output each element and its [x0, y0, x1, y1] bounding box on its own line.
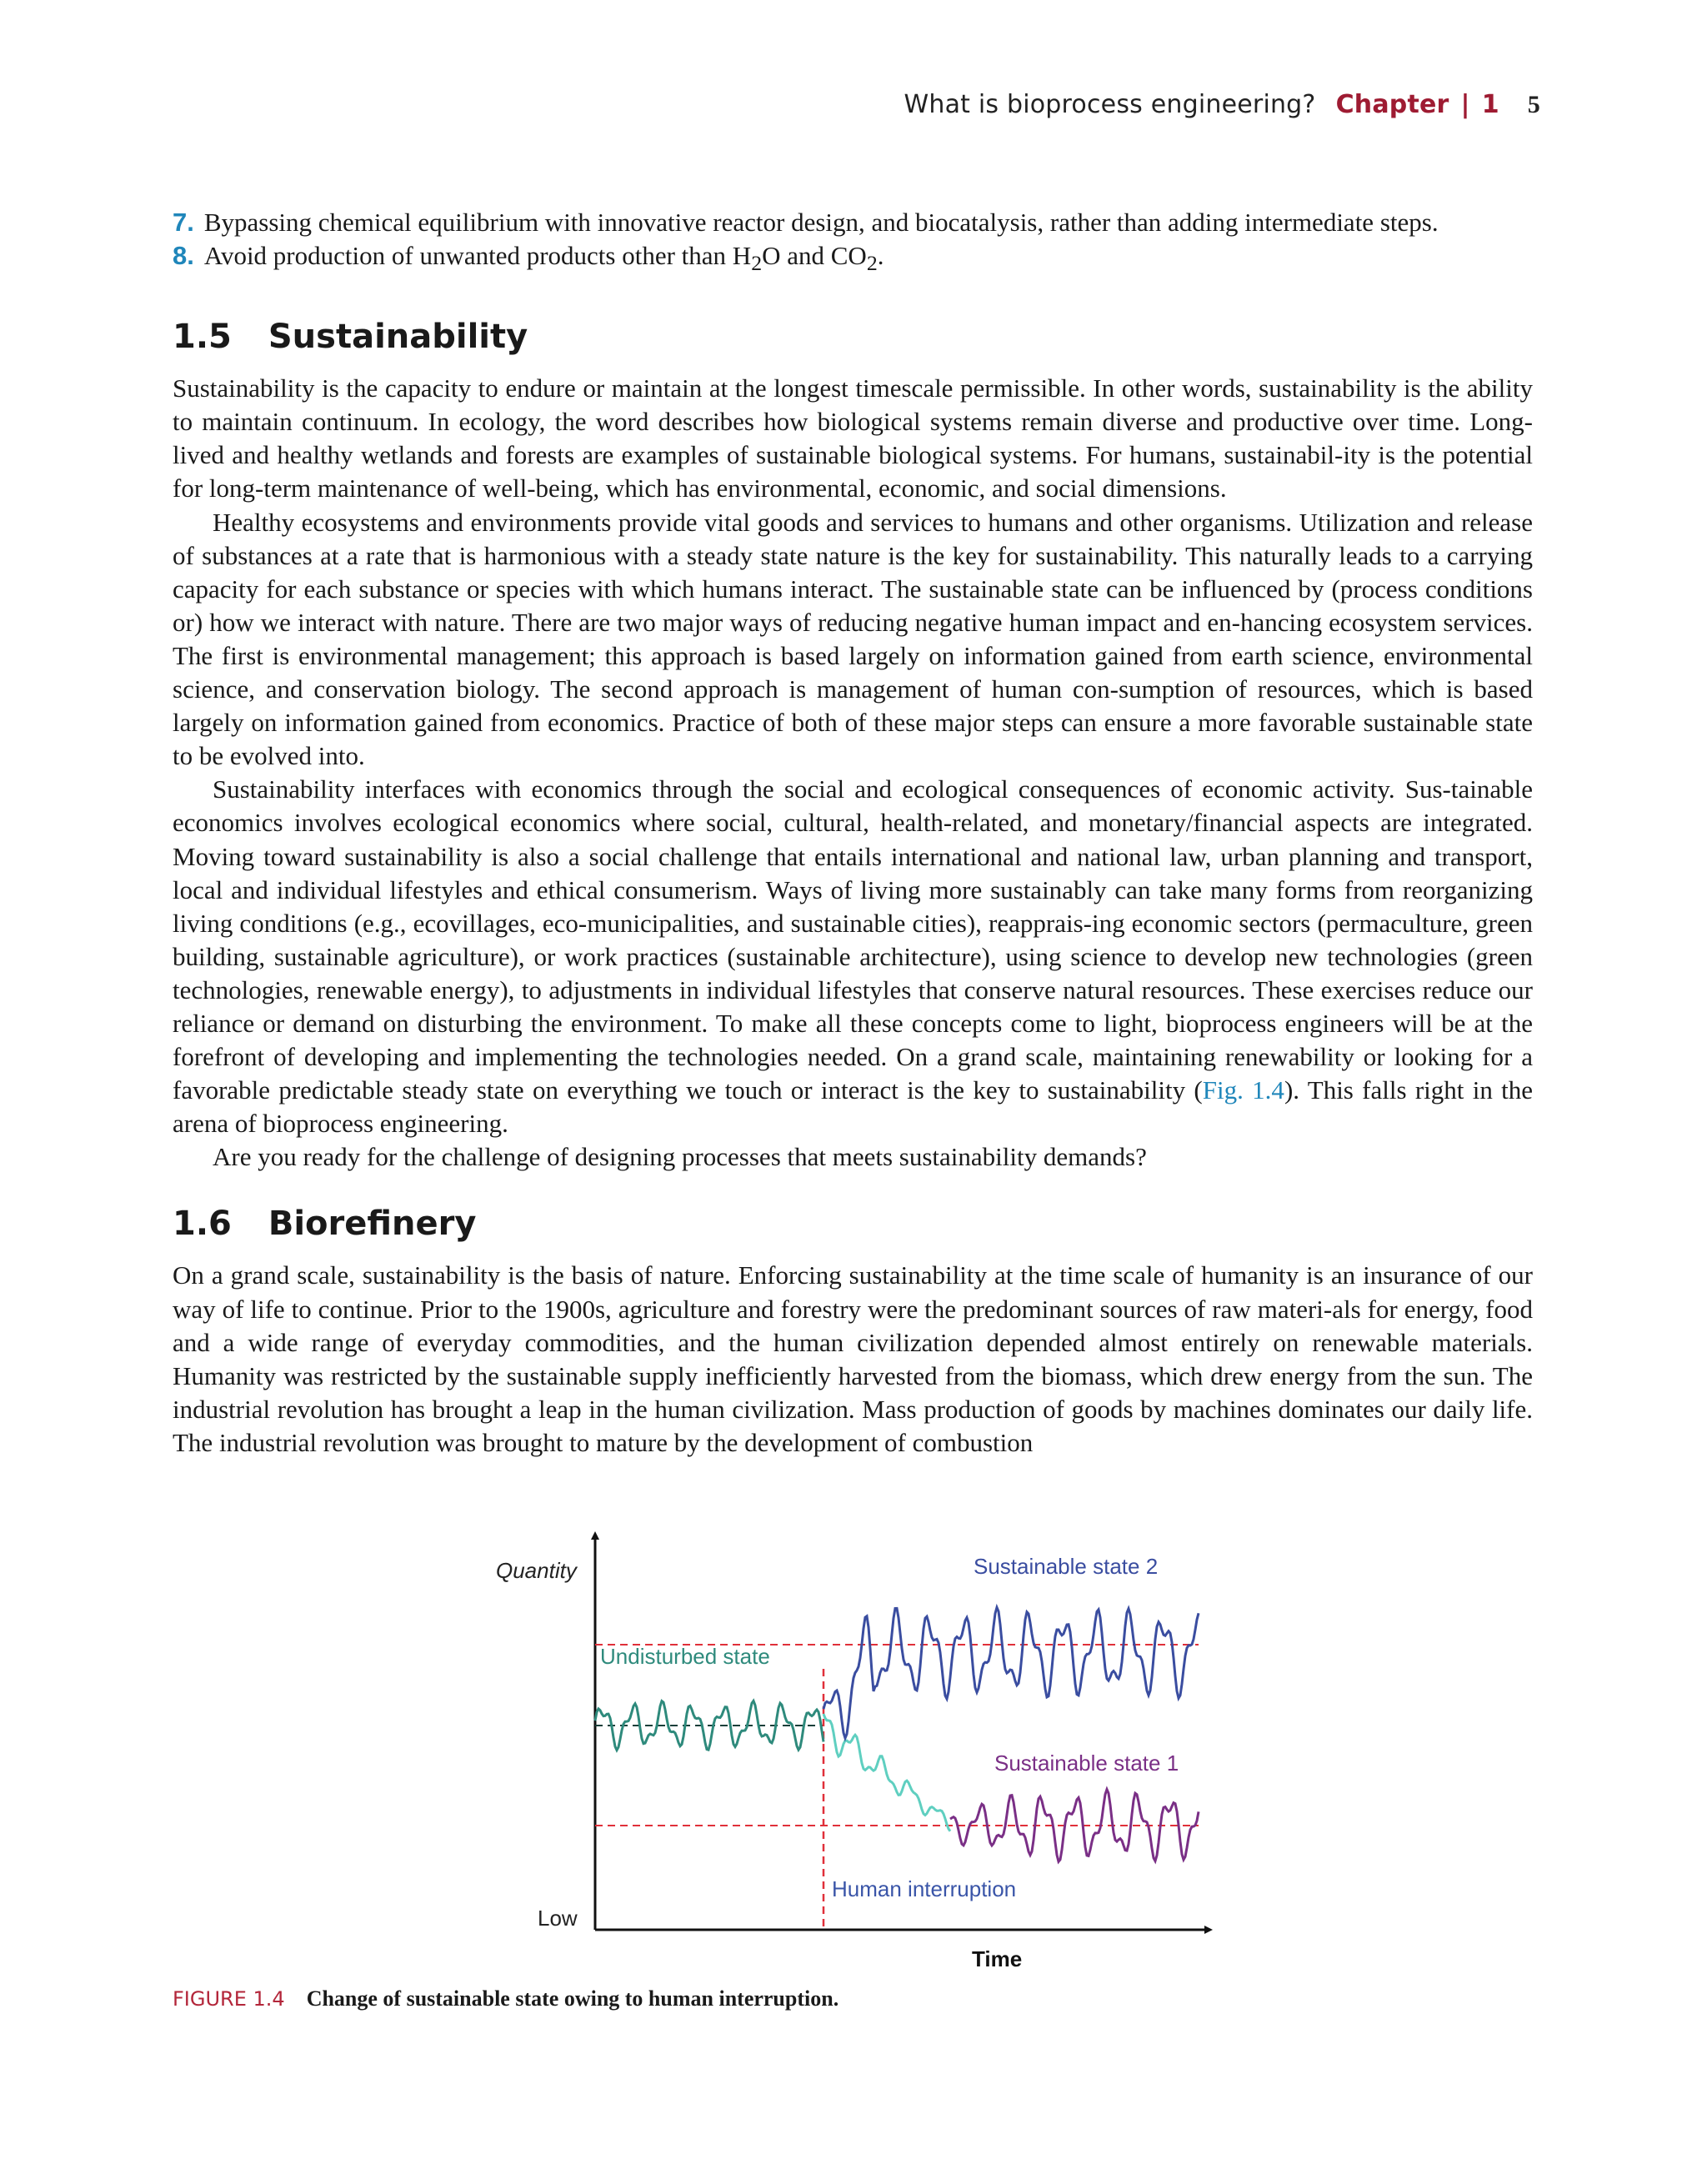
paragraph: Sustainability is the capacity to endure or maintain at the longest timescale permissible. In other words, sustainability is the ability to maintain continuum. In ecology, the word describes how biological systems remain diverse and productive over time. Long-lived and healthy wetlands and forests are examples of sustainable biological systems. For humans, sustainabil-ity is the potential for long-term maintenance of well-being, which has environmental, economic, and social dimensions. [173, 373, 1533, 503]
running-header [904, 90, 1540, 119]
subscript: 2 [866, 251, 878, 276]
page-number: 5 [1527, 91, 1540, 118]
list-text-after: . [877, 241, 884, 270]
paragraph: Healthy ecosystems and environments provide vital goods and services to humans and other organisms. Utilization and release of substances at a rate that is harmonious with a steady state nature is the key for sustainability. This naturally leads to a carrying capacity for each substance or species with which humans interact. The sustainable state can be influenced by (process conditions or) how we interact with nature. There are two major ways of reducing negative human impact and en-hancing ecosystem services. The first is environmental management; this approach is based largely on information gained from earth science, environmental science, and conservation biology. The second approach is management of human con-sumption of resources, which is based largely on information gained from economics. Practice of both of these major steps can ensure a more favorable sustainable state to be evolved into. [173, 507, 1533, 771]
chapter-number: 1 [1481, 90, 1499, 119]
figure-label: FIGURE 1.4 [173, 1987, 285, 2011]
undisturbed-label: Undisturbed state [600, 1644, 770, 1669]
paragraph-text: ). This falls right in the arena of bioprocess engineering. [173, 1075, 1534, 1139]
state2-wave [823, 1607, 1199, 1738]
figure-reference-link[interactable]: Fig. 1.4 [1202, 1075, 1284, 1105]
header-separator: | [1460, 90, 1470, 119]
chapter-label: Chapter [1335, 90, 1449, 119]
section-number: 1.5 [173, 318, 232, 357]
interruption-label: Human interruption [832, 1876, 1017, 1901]
section-title: Sustainability [268, 318, 528, 357]
list-item-7 [173, 206, 1533, 239]
section-title: Biorefinery [268, 1205, 477, 1244]
figure-sustainable-state [483, 1517, 1225, 1984]
sustainable-state-diagram [483, 1517, 1225, 1984]
list-number: 7. [173, 208, 194, 237]
running-title: What is bioprocess engineering? [904, 90, 1316, 119]
page-body [173, 206, 1533, 1460]
state2-label: Sustainable state 2 [974, 1554, 1159, 1579]
section-heading-biorefinery [173, 1199, 1533, 1249]
paragraph-text: Sustainability interfaces with economics through the social and ecological consequences of economic activity. Sus-tainable economics involves ecological economics where social, cultural, health-related, and monetary/financial aspects are integrated. Moving toward sustainability is also a social challenge that entails international and national law, urban planning and transport, local and individual lifestyles and ethical consumerism. Ways of living more sustainably can take many forms from reorganizing living conditions (e.g., ecovillages, eco-municipalities, and sustainable cities), reapprais-ing economic sectors (permaculture, green building, sustainable agriculture), or work practices (sustainable architecture), using science to develop new technologies (green technologies, renewable energy), to adjustments in individual lifestyles that conserve natural resources. These exercises reduce our reliance or demand on disturbing the environment. To make all these concepts come to light, bioprocess engineers will be at the forefront of developing and implementing the technologies needed. On a grand scale, maintaining renewability or looking for a favorable predictable steady state on everything we touch or interact is the key to sustainability ( [173, 774, 1533, 1105]
paragraph: On a grand scale, sustainability is the basis of nature. Enforcing sustainability at the time scale of humanity is an insurance of our way of life to continue. Prior to the 1900s, agriculture and forestry were the predominant sources of raw materi-als for energy, food and a wide range of everyday commodities, and the human civilization depended almost entirely on renewable materials. Humanity was restricted by the sustainable supply inefficiently harvested from the biomass, which drew energy from the sun. The industrial revolution has brought a leap in the human civilization. Mass production of goods by machines dominates our daily life. The industrial revolution was brought to mature by the development of combustion [173, 1260, 1533, 1457]
paragraph-with-figure-reference [173, 773, 1533, 1140]
x-axis-label: Time [972, 1946, 1023, 1971]
figure-caption-text: Change of sustainable state owing to human interruption. [306, 1986, 839, 2011]
figure-caption [173, 1986, 838, 2011]
list-text: Bypassing chemical equilibrium with innovative reactor design, and biocatalysis, rather than adding intermediate steps. [203, 208, 1439, 237]
list-text-before: Avoid production of unwanted products other than H [203, 241, 752, 270]
subscript: 2 [751, 251, 763, 276]
list-number: 8. [173, 241, 194, 270]
y-axis-low-label: Low [538, 1906, 578, 1931]
section-heading-sustainability [173, 312, 1533, 362]
list-item-8 [173, 239, 1533, 280]
y-axis-label: Quantity [496, 1558, 577, 1583]
section-number: 1.6 [173, 1205, 232, 1244]
list-text-mid: O and CO [762, 241, 867, 270]
paragraph: Are you ready for the challenge of designing processes that meets sustainability demands? [213, 1142, 1147, 1172]
state1-label: Sustainable state 1 [994, 1751, 1179, 1776]
